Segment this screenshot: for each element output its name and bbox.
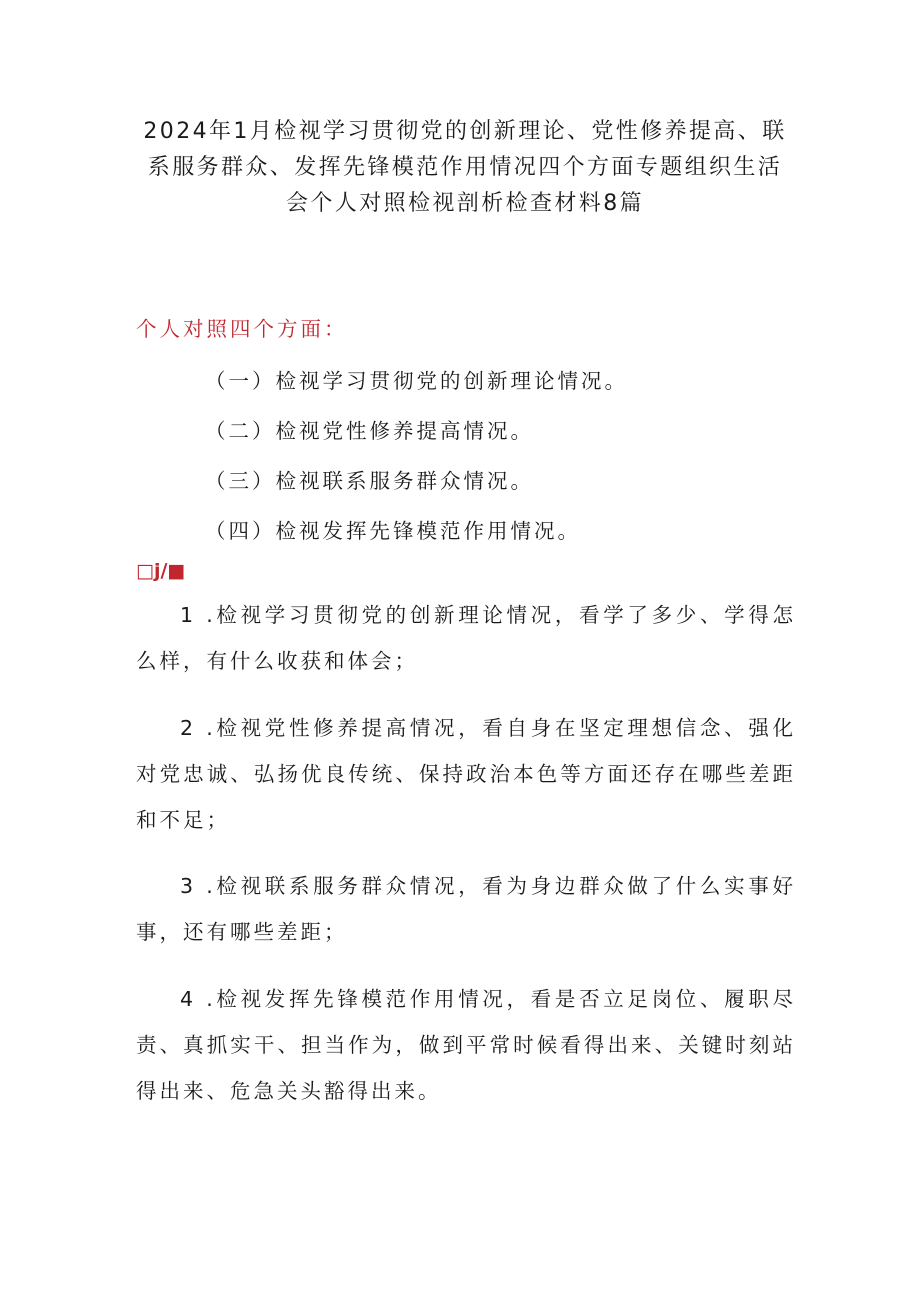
section-heading: 个人对照四个方面： <box>136 317 348 341</box>
document-title <box>120 114 810 222</box>
detail-item-2: 2 .检视党性修养提高情况，看自身在坚定理想信念、强化对党忠诚、弘扬优良传统、保持政治本色等方面还存在哪些差距和不足； <box>136 715 796 832</box>
title-line-1: 2024年1月检视学习贯彻党的创新理论、党性修养提高、联 <box>143 119 787 144</box>
aspect-item-3: （三）检视联系服务群众情况。 <box>205 469 534 493</box>
detail-item-4: 4 .检视发挥先锋模范作用情况，看是否立足岗位、履职尽责、真抓实干、担当作为，做到平常时候看得出来、关键时刻站得出来、危急关头豁得出来。 <box>136 986 796 1103</box>
title-line-2: 系服务群众、发挥先锋模范作用情况四个方面专题组织生活 <box>147 155 783 180</box>
aspect-item-4: （四）检视发挥先锋模范作用情况。 <box>205 519 581 543</box>
detail-item-1: 1 .检视学习贯彻党的创新理论情况，看学了多少、学得怎么样，有什么收获和体会； <box>136 603 796 673</box>
aspect-item-2: （二）检视党性修养提高情况。 <box>205 419 534 443</box>
aspects-list <box>205 356 628 556</box>
detail-item-3: 3 .检视联系服务群众情况，看为身边群众做了什么实事好事，还有哪些差距； <box>136 874 796 944</box>
detail-items-list <box>136 592 796 1118</box>
title-line-3: 会个人对照检视剖析检查材料8篇 <box>286 191 644 216</box>
garbled-section-marker: □j∕■ <box>136 560 186 582</box>
aspect-item-1: （一）检视学习贯彻党的创新理论情况。 <box>205 369 628 393</box>
